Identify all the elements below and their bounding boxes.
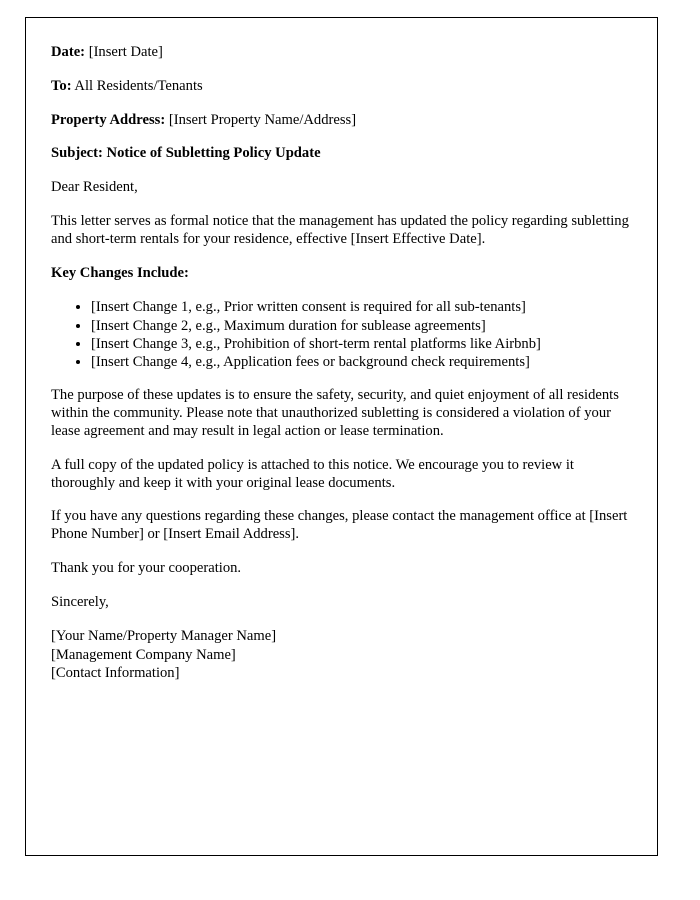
to-label: To:	[51, 77, 72, 94]
property-address-label: Property Address:	[51, 111, 166, 128]
key-changes-heading: Key Changes Include:	[51, 264, 189, 281]
property-address-value: [Insert Property Name/Address]	[168, 111, 357, 128]
signature-contact-line: [Contact Information]	[51, 664, 180, 681]
purpose-paragraph: The purpose of these updates is to ensure the safety, security, and quiet enjoyment of all residents within the community. Please note that unauthorized subletting is considered a violation of your lease agreement and may result in legal action or lease termination.	[51, 387, 619, 439]
signature-block	[51, 627, 632, 682]
property-address-line	[51, 112, 632, 130]
key-change-item: • [Insert Change 3, e.g., Prohibition of short-term rental platforms like Airbnb]	[91, 335, 632, 353]
key-change-item: • [Insert Change 4, e.g., Application fees or background check requirements]	[91, 353, 632, 371]
salutation: Dear Resident,	[51, 179, 138, 196]
subject-line: Subject: Notice of Subletting Policy Update	[51, 145, 321, 162]
to-value: All Residents/Tenants	[74, 77, 203, 94]
thanks-line: Thank you for your cooperation.	[51, 559, 242, 576]
closing-line: Sincerely,	[51, 593, 109, 610]
key-change-item: • [Insert Change 1, e.g., Prior written consent is required for all sub-tenants]	[91, 298, 632, 316]
date-line	[51, 44, 632, 62]
contact-paragraph: If you have any questions regarding these changes, please contact the management office at [Insert Phone Number] or [Insert Email Address].	[51, 508, 628, 543]
attachment-paragraph: A full copy of the updated policy is attached to this notice. We encourage you to review it thoroughly and keep it with your original lease documents.	[51, 456, 574, 491]
date-value: [Insert Date]	[88, 44, 163, 60]
key-changes-list	[51, 298, 632, 371]
intro-paragraph: This letter serves as formal notice that the management has updated the policy regarding subletting and short-term rentals for your residence, effective [Insert Effective Date].	[51, 212, 629, 247]
to-line	[51, 78, 632, 96]
signature-company-line: [Management Company Name]	[51, 646, 236, 663]
date-label: Date:	[51, 44, 86, 60]
signature-name-line: [Your Name/Property Manager Name]	[51, 628, 277, 645]
letter-border-frame	[25, 17, 658, 856]
key-change-item: • [Insert Change 2, e.g., Maximum duration for sublease agreements]	[91, 317, 632, 335]
